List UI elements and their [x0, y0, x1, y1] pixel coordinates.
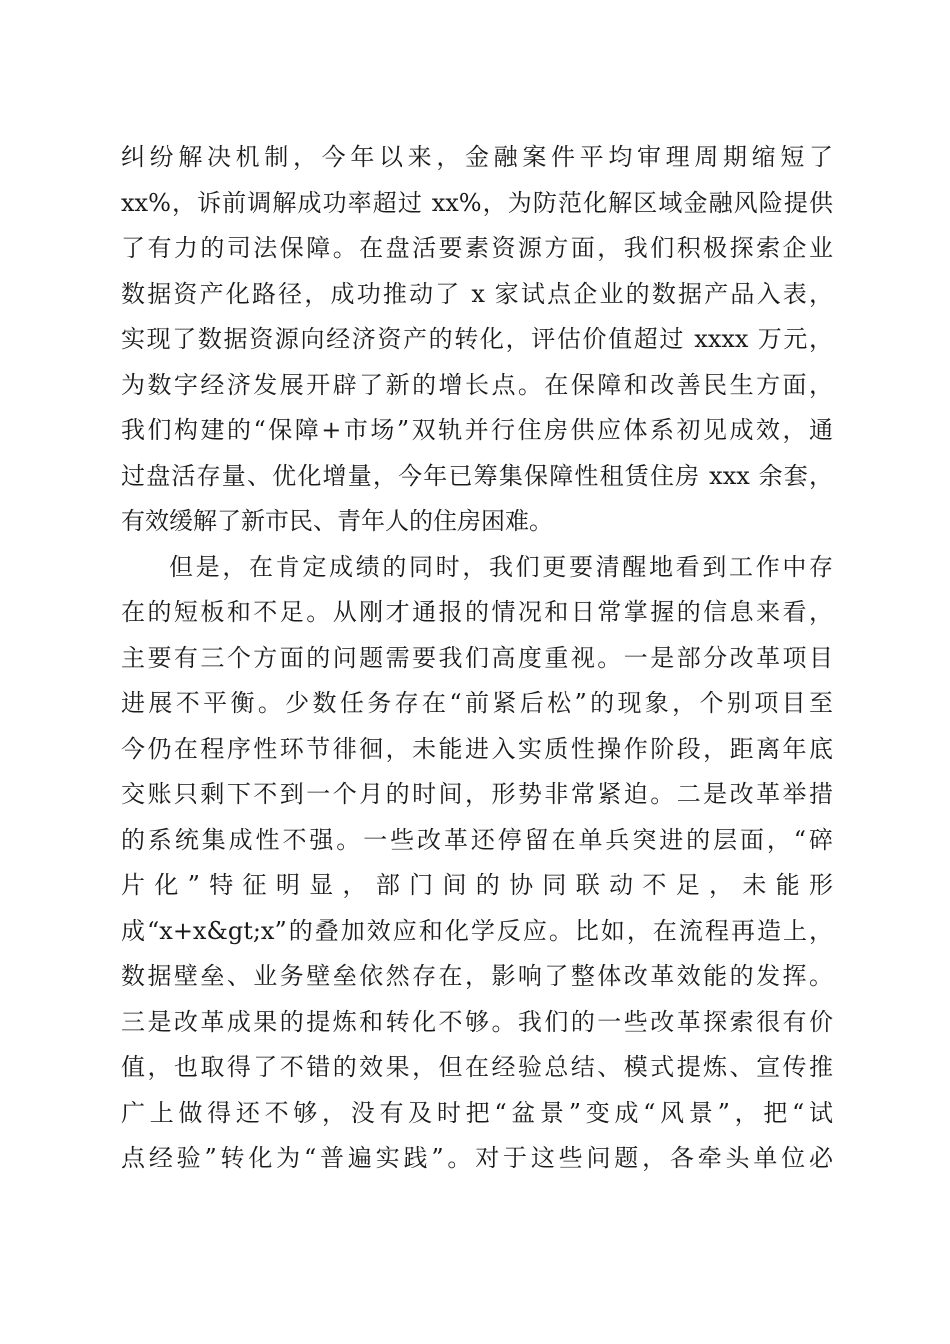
text-line: 成“x+x&gt;x”的叠加效应和化学反应。比如，在流程再造上， [121, 916, 833, 945]
text-line: 主要有三个方面的问题需要我们高度重视。一是部分改革项目 [121, 643, 833, 672]
text-line: 纠纷解决机制，今年以来，金融案件平均审理周期缩短了 [121, 143, 833, 171]
text-line: 为数字经济发展开辟了新的增长点。在保障和改善民生方面， [121, 370, 833, 399]
text-line: 的系统集成性不强。一些改革还停留在单兵突进的层面，“碎 [121, 825, 833, 854]
text-line: 数据壁垒、业务壁垒依然存在，影响了整体改革效能的发挥。 [121, 962, 833, 990]
text-line: 交账只剩下不到一个月的时间，形势非常紧迫。二是改革举措 [121, 780, 833, 808]
text-line: 数据资产化路径，成功推动了 x 家试点企业的数据产品入表， [121, 279, 833, 308]
text-line: 了有力的司法保障。在盘活要素资源方面，我们积极探索企业 [121, 234, 833, 262]
text-line: 我们构建的“保障+市场”双轨并行住房供应体系初见成效，通 [121, 416, 833, 444]
body-text [121, 135, 833, 1182]
text-line: 值，也取得了不错的效果，但在经验总结、模式提炼、宣传推 [121, 1053, 833, 1081]
text-line: 过盘活存量、优化增量，今年已筹集保障性租赁住房 xxx 余套， [121, 461, 833, 490]
text-line: 点经验”转化为“普遍实践”。对于这些问题，各牵头单位必 [121, 1144, 833, 1172]
text-line: 三是改革成果的提炼和转化不够。我们的一些改革探索很有价 [121, 1007, 833, 1036]
text-line: 片化”特征明显，部门间的协同联动不足，未能形 [121, 871, 833, 899]
text-line: 实现了数据资源向经济资产的转化，评估价值超过 xxxx 万元， [121, 325, 833, 353]
text-line: 有效缓解了新市民、青年人的住房困难。 [121, 507, 553, 535]
text-line: xx%，诉前调解成功率超过 xx%，为防范化解区域金融风险提供 [121, 188, 833, 217]
text-line: 广上做得还不够，没有及时把“盆景”变成“风景”，把“试 [121, 1098, 833, 1127]
text-line: 在的短板和不足。从刚才通报的情况和日常掌握的信息来看， [121, 598, 833, 626]
text-line: 进展不平衡。少数任务存在“前紧后松”的现象，个别项目至 [121, 689, 833, 717]
text-line: 今仍在程序性环节徘徊，未能进入实质性操作阶段，距离年底 [121, 734, 833, 763]
paragraph-first-line: 但是，在肯定成绩的同时，我们更要清醒地看到工作中存 [169, 552, 833, 581]
